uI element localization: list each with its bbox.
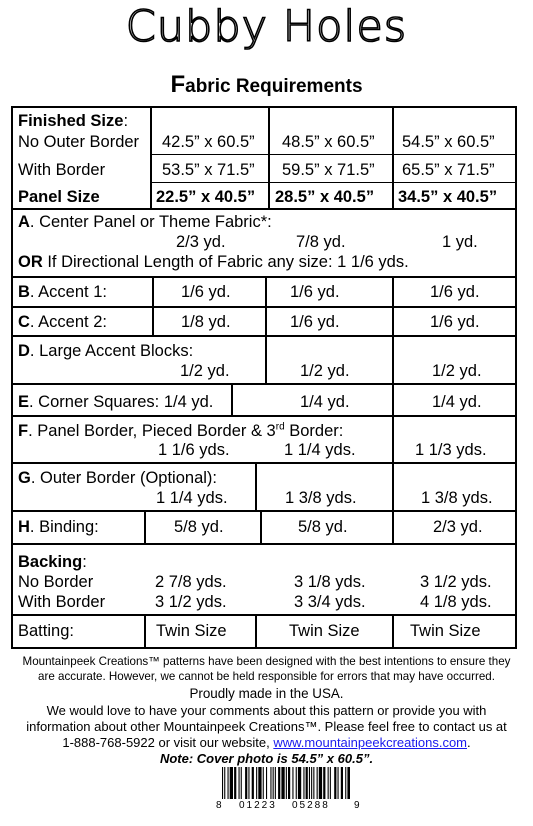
yardage-value: 2/3 yd. <box>176 233 226 251</box>
section-a-label <box>18 213 272 232</box>
cover-photo-note: Note: Cover photo is 54.5” x 60.5”. <box>159 751 374 766</box>
column-divider <box>231 383 233 415</box>
yardage-value: 1/2 yd. <box>300 362 350 380</box>
ordinal-suffix: rd <box>275 421 285 433</box>
section-label: . Panel Border, Pieced Border & 3 <box>28 422 276 440</box>
period: . <box>467 735 471 750</box>
pattern-title: Cubby Holes <box>125 2 408 52</box>
column-divider <box>255 462 257 510</box>
yardage-value: 3 1/2 yds. <box>420 573 492 591</box>
batting-value: Twin Size <box>410 622 481 640</box>
section-c-label <box>18 313 107 332</box>
phone-text: 1-888-768-5922 or visit our website, <box>62 735 274 750</box>
row-divider <box>11 306 517 308</box>
barcode-digit: 8 <box>216 800 222 811</box>
yardage-value: 1 3/8 yds. <box>285 489 357 507</box>
section-label: . Corner Squares: 1/4 yd. <box>29 393 214 411</box>
yardage-value: 1/6 yd. <box>181 283 231 301</box>
row-divider <box>11 415 517 417</box>
column-divider <box>265 276 267 335</box>
yardage-value: 3 3/4 yds. <box>294 593 366 611</box>
barcode-digits: 01223 <box>239 800 277 811</box>
yardage-value: 1/4 yd. <box>432 393 482 411</box>
section-letter: H <box>18 518 30 536</box>
column-divider <box>144 510 146 543</box>
row-divider <box>11 276 517 278</box>
section-label-end: Border: <box>284 422 344 440</box>
disclaimer-line: are accurate. However, we cannot be held responsible for errors that may have occurred. <box>38 670 495 683</box>
heading-colon: : <box>82 553 87 571</box>
section-f-label <box>18 422 343 441</box>
contact-line <box>0 735 533 751</box>
upc-barcode <box>216 767 360 811</box>
yardage-value: 1/6 yd. <box>430 313 480 331</box>
made-in-usa: Proudly made in the USA. <box>189 686 344 701</box>
yardage-value: 1 1/6 yds. <box>158 441 230 459</box>
row-divider <box>11 208 517 210</box>
section-letter: B <box>18 283 30 301</box>
column-divider <box>265 335 267 383</box>
yardage-value: 1/6 yd. <box>290 283 340 301</box>
yardage-value: 1 3/8 yds. <box>421 489 493 507</box>
batting-value: Twin Size <box>156 622 227 640</box>
size-value: 53.5” x 71.5” <box>162 161 255 179</box>
or-text: If Directional Length of Fabric any size: 1 1/6 yds. <box>42 253 409 271</box>
yardage-value: 1 1/3 yds. <box>415 441 487 459</box>
website-link[interactable]: www.mountainpeekcreations.com <box>273 735 468 750</box>
size-row-label: With Border <box>18 161 106 179</box>
yardage-value: 1/6 yd. <box>290 313 340 331</box>
row-divider <box>150 182 517 183</box>
batting-value: Twin Size <box>289 622 360 640</box>
yardage-value: 1/4 yd. <box>300 393 350 411</box>
backing-row-label: With Border <box>18 593 106 611</box>
size-row-label: Panel Size <box>18 188 100 206</box>
barcode-digits: 05288 <box>292 800 330 811</box>
section-letter: F <box>18 422 29 440</box>
size-value: 59.5” x 71.5” <box>282 161 375 179</box>
size-value: 42.5” x 60.5” <box>162 133 255 151</box>
batting-label: Batting: <box>18 622 74 640</box>
section-label: . Outer Border (Optional): <box>30 469 218 487</box>
column-divider <box>392 415 394 462</box>
yardage-value: 1/2 yd. <box>180 362 230 380</box>
column-divider <box>392 106 394 208</box>
yardage-value: 5/8 yd. <box>174 518 224 536</box>
yardage-value: 1 yd. <box>442 233 478 251</box>
or-word: OR <box>18 253 43 271</box>
column-divider <box>392 276 394 335</box>
backing-row-label: No Border <box>18 573 94 591</box>
section-letter: E <box>18 393 30 411</box>
section-letter: D <box>18 342 30 360</box>
column-divider <box>268 106 270 208</box>
row-divider <box>11 510 517 512</box>
column-divider <box>144 614 146 649</box>
size-value: 34.5” x 40.5” <box>398 188 498 206</box>
section-label: . Binding: <box>29 518 99 536</box>
section-e-label <box>18 393 213 412</box>
yardage-value: 5/8 yd. <box>298 518 348 536</box>
yardage-value: 4 1/8 yds. <box>420 593 492 611</box>
barcode-bars-icon <box>222 767 350 801</box>
contact-line: We would love to have your comments about this pattern or provide you with <box>46 703 487 718</box>
finished-size-label: Finished Size <box>18 112 124 130</box>
yardage-value: 1 1/4 yds. <box>284 441 356 459</box>
section-h-label <box>18 518 99 537</box>
backing-label: Backing <box>18 553 83 571</box>
column-divider <box>152 276 154 335</box>
section-label: . Center Panel or Theme Fabric*: <box>29 213 272 231</box>
section-label: . Accent 1: <box>29 283 107 301</box>
row-divider <box>11 462 517 464</box>
backing-heading <box>18 553 87 572</box>
yardage-value: 1 1/4 yds. <box>156 489 228 507</box>
fabric-requirements-heading <box>0 71 533 99</box>
size-value: 22.5” x 40.5” <box>156 188 256 206</box>
finished-size-heading <box>18 112 128 131</box>
disclaimer-line: Mountainpeek Creations™ patterns have been designed with the best intentions to ensure they <box>22 655 511 668</box>
yardage-value: 2/3 yd. <box>433 518 483 536</box>
yardage-value: 1/2 yd. <box>432 362 482 380</box>
row-divider <box>150 154 517 155</box>
yardage-value: 2 7/8 yds. <box>155 573 227 591</box>
section-g-label <box>18 469 217 488</box>
heading-colon: : <box>123 112 129 130</box>
column-divider <box>260 510 262 543</box>
barcode-digit: 9 <box>354 800 360 811</box>
column-divider <box>392 462 394 510</box>
column-divider <box>392 383 394 415</box>
column-divider <box>255 614 257 649</box>
row-divider <box>11 335 517 337</box>
column-divider <box>392 510 394 543</box>
row-divider <box>11 543 517 545</box>
yardage-value: 7/8 yd. <box>296 233 346 251</box>
row-divider <box>11 614 517 616</box>
section-letter: G <box>18 469 31 487</box>
section-label: . Accent 2: <box>29 313 107 331</box>
column-divider <box>392 335 394 383</box>
subtitle-rest: abric Requirements <box>185 76 363 97</box>
yardage-value: 1/6 yd. <box>430 283 480 301</box>
column-divider <box>392 614 394 649</box>
size-value: 48.5” x 60.5” <box>282 133 375 151</box>
section-d-label <box>18 342 193 361</box>
directional-fabric-note <box>18 253 409 272</box>
yardage-value: 3 1/8 yds. <box>294 573 366 591</box>
size-value: 65.5” x 71.5” <box>402 161 495 179</box>
section-letter: A <box>18 213 30 231</box>
column-divider <box>150 106 152 208</box>
section-b-label <box>18 283 107 302</box>
row-divider <box>11 383 517 385</box>
size-row-label: No Outer Border <box>18 133 140 151</box>
yardage-value: 3 1/2 yds. <box>155 593 227 611</box>
subtitle-initial: F <box>170 71 186 98</box>
section-label: . Large Accent Blocks: <box>29 342 194 360</box>
size-value: 28.5” x 40.5” <box>275 188 375 206</box>
size-value: 54.5” x 60.5” <box>402 133 495 151</box>
section-letter: C <box>18 313 30 331</box>
yardage-value: 1/8 yd. <box>181 313 231 331</box>
contact-line: information about other Mountainpeek Creations™. Please feel free to contact us at <box>26 719 507 734</box>
